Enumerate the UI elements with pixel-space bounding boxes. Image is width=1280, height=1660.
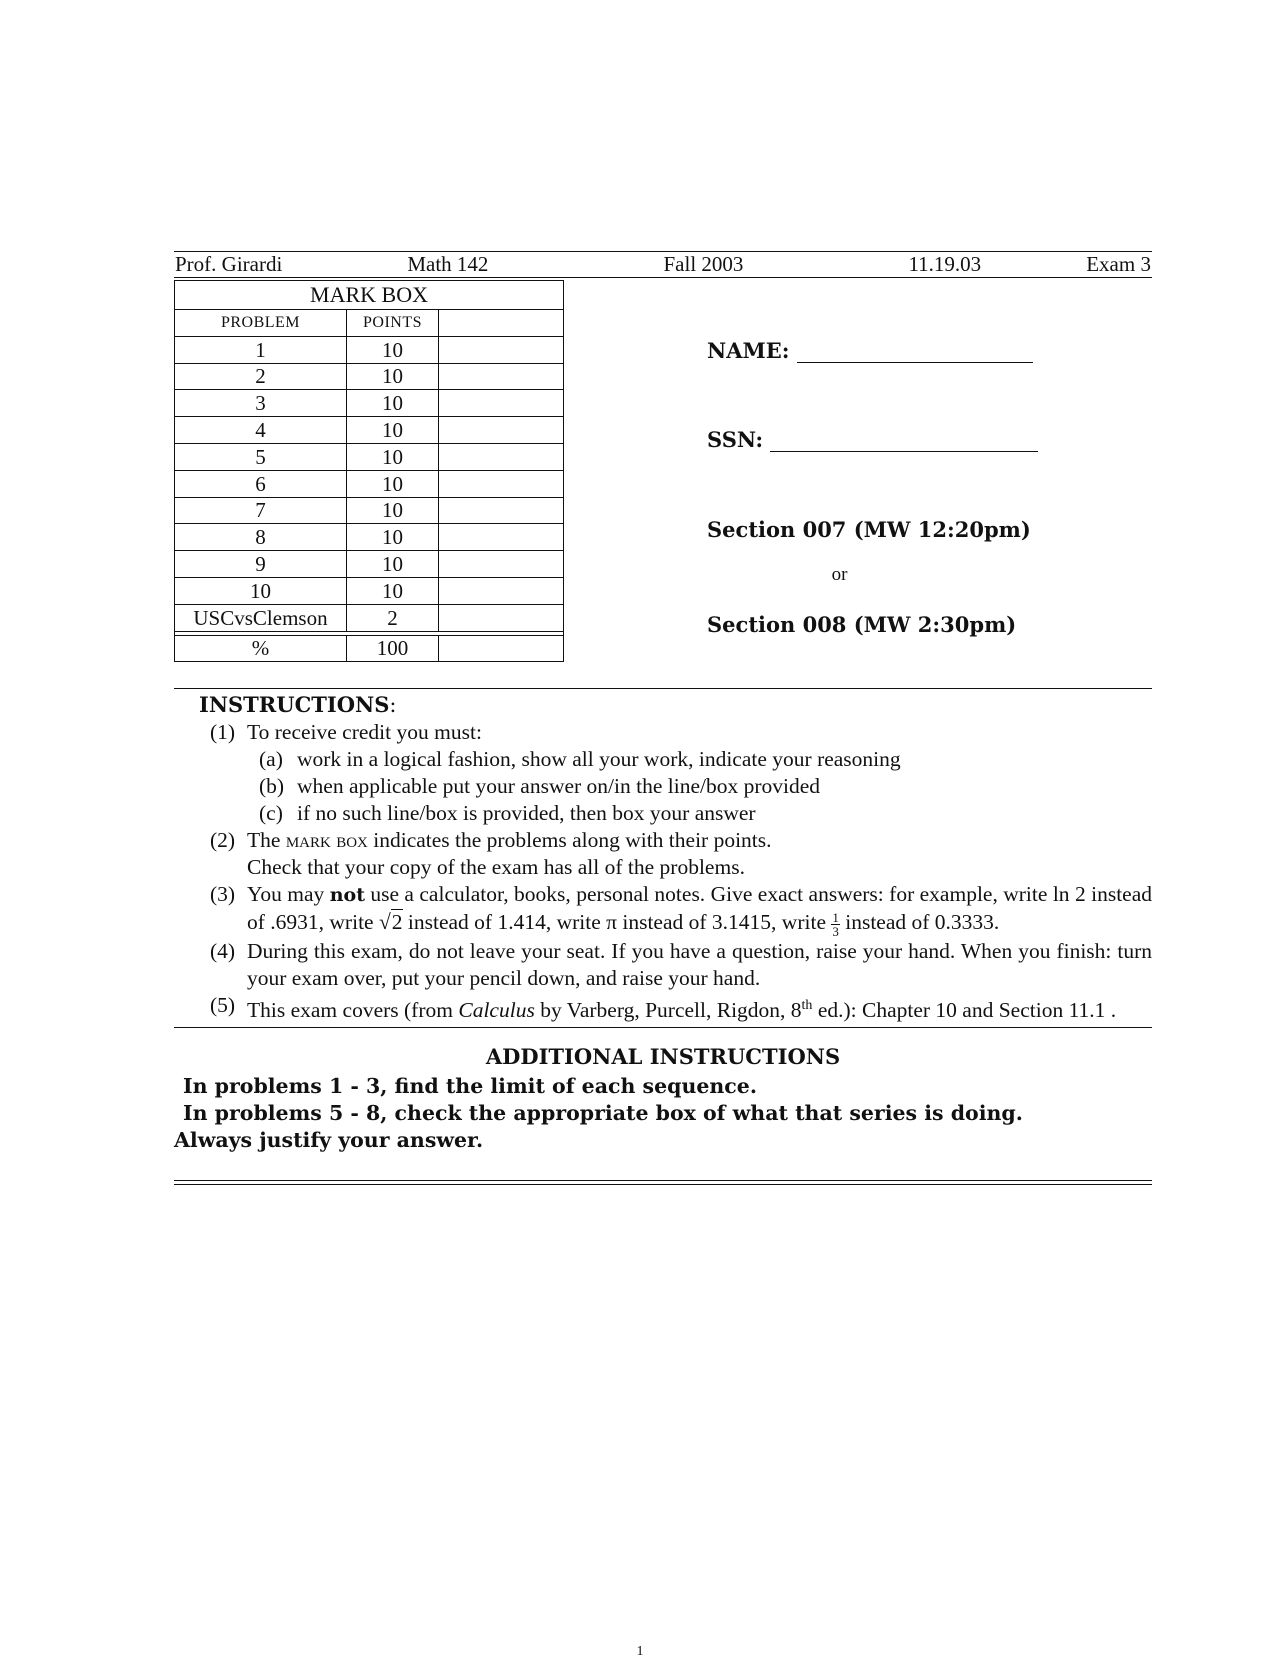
instructions: INSTRUCTIONS: (1) To receive credit you must: (a) work in a logical fashion, show all your work, indicate your reasoning (b) when applicable put your answer on/in the line/box provided (c) if no such line/box is provided, then box your answer (2) The mark box indicates the problems along with their points. Check that your copy of the exam has all of the problems. (3) You may not use a calculator, books, personal notes. Give exact answers: for example, write ln 2 instead of .6931, write √2 instead of 1.414, write π instead of 3.1415, write $\frac{1}{3}$ instead of 0.3333. (4) During this exam, do not leave your seat. If you have a question, raise your hand. When you finish: turn your exam over, put your pencil down, and raise your hand. (5) This exam covers (from Calculus by Varberg, Purcell, Rigdon, 8th ed.): Chapter 10 and Section 11.1 . xyxy=(199,692,1153,1022)
name-field xyxy=(707,338,1033,363)
fraction-numerator: 1 xyxy=(832,909,839,925)
item-number: (1) xyxy=(210,720,236,744)
problem-points: 10 xyxy=(347,336,439,363)
mark-row xyxy=(175,443,564,470)
score-cell xyxy=(439,470,564,497)
score-cell xyxy=(439,497,564,524)
text-run: Check that your copy of the exam has all of the problems. xyxy=(247,855,745,879)
book-title: Calculus xyxy=(458,997,535,1022)
problem-number: 5 xyxy=(175,443,347,470)
sqrt-radicand: 2 xyxy=(391,910,403,934)
additional-line: Always justify your answer. xyxy=(174,1127,484,1152)
item-text xyxy=(247,992,1152,1024)
sub-item-text: work in a logical fashion, show all your work, indicate your reasoning xyxy=(297,747,901,771)
fraction-one-third xyxy=(831,911,840,938)
double-rule xyxy=(174,1180,1152,1185)
text-run: by Varberg, Purcell, Rigdon, 8 xyxy=(534,997,802,1022)
text-run: instead of 0.3333. xyxy=(839,910,1000,934)
instruction-1b xyxy=(259,773,1152,800)
exam-page xyxy=(174,251,1152,1185)
sub-item-text: when applicable put your answer on/in the line/box provided xyxy=(297,774,821,798)
mark-row xyxy=(175,417,564,444)
section-008: Section 008 (MW 2:30pm) xyxy=(707,612,1017,637)
additional-instructions xyxy=(174,1044,1152,1154)
page-number: 1 xyxy=(636,1644,644,1659)
problem-number: 9 xyxy=(175,551,347,578)
sqrt-symbol: √ xyxy=(378,910,391,934)
problem-points: 10 xyxy=(347,417,439,444)
text-run: You may xyxy=(247,882,330,906)
score-cell xyxy=(439,417,564,444)
mark-box xyxy=(174,280,564,662)
score-cell xyxy=(439,551,564,578)
text-run: This exam covers (from xyxy=(247,997,459,1022)
problem-points: 10 xyxy=(347,390,439,417)
additional-line: In problems 1 - 3, find the limit of each sequence. xyxy=(183,1073,757,1098)
ssn-label: SSN: xyxy=(707,427,764,452)
mark-row xyxy=(175,336,564,363)
problem-number: 10 xyxy=(175,577,347,604)
item-text: During this exam, do not leave your seat. If you have a question, raise your hand. When you finish: turn your exam over, put your pencil down, and raise your hand. xyxy=(247,938,1152,990)
score-cell xyxy=(439,604,564,631)
score-cell xyxy=(439,363,564,390)
instruction-1 xyxy=(210,719,1152,746)
mark-row xyxy=(175,497,564,524)
col-problem-header: PROBLEM xyxy=(175,310,347,337)
total-score-cell xyxy=(439,635,564,662)
item-number: (2) xyxy=(210,828,236,852)
item-text xyxy=(247,827,1152,881)
instruction-2 xyxy=(210,827,1152,881)
problem-number: 4 xyxy=(175,417,347,444)
problem-points: 10 xyxy=(347,551,439,578)
or-text: or xyxy=(831,564,848,585)
professor: Prof. Girardi xyxy=(175,252,283,276)
exam-number: Exam 3 xyxy=(1086,252,1151,276)
item-text: To receive credit you must: xyxy=(247,720,482,744)
additional-line: In problems 5 - 8, check the appropriate box of what that series is doing. xyxy=(183,1100,1023,1125)
instruction-1a xyxy=(259,746,1152,773)
problem-points: 2 xyxy=(347,604,439,631)
mark-row xyxy=(175,470,564,497)
problem-number: 8 xyxy=(175,524,347,551)
instructions-title: INSTRUCTIONS xyxy=(199,692,390,717)
text-run: ed.): Chapter 10 and Section 11.1 . xyxy=(812,997,1117,1022)
instruction-3 xyxy=(210,881,1152,938)
term: Fall 2003 xyxy=(663,252,744,276)
instruction-1c xyxy=(259,800,1152,827)
mark-row xyxy=(175,363,564,390)
col-points-header: POINTS xyxy=(347,310,439,337)
problem-number: 7 xyxy=(175,497,347,524)
problem-points: 10 xyxy=(347,497,439,524)
item-text xyxy=(247,881,1152,938)
mark-row xyxy=(175,577,564,604)
ssn-blank-line[interactable] xyxy=(770,431,1038,452)
text-run: The xyxy=(247,828,286,852)
problem-points: 10 xyxy=(347,524,439,551)
mark-box-ref: mark box xyxy=(285,828,368,852)
problem-number: 3 xyxy=(175,390,347,417)
instructions-top-rule xyxy=(174,688,1152,689)
score-cell xyxy=(439,336,564,363)
score-cell xyxy=(439,524,564,551)
item-number: (5) xyxy=(210,992,236,1017)
exam-header xyxy=(174,252,1152,277)
text-run: use a calculator, books, personal notes. Give exact answers: for example, write ln 2 instead of .6931, write xyxy=(247,882,1153,934)
course: Math 142 xyxy=(407,252,489,276)
sub-item-number: (a) xyxy=(259,747,283,771)
problem-number: 1 xyxy=(175,336,347,363)
problem-points: 10 xyxy=(347,443,439,470)
name-blank-line[interactable] xyxy=(797,342,1033,363)
score-cell xyxy=(439,310,564,337)
total-label: % xyxy=(175,635,347,662)
text-run: instead of 1.414, write π instead of 3.1415, write xyxy=(402,910,832,934)
problem-points: 10 xyxy=(347,363,439,390)
mark-row xyxy=(175,524,564,551)
item-number: (4) xyxy=(210,938,236,963)
mark-total-row xyxy=(175,635,564,662)
problem-number: 2 xyxy=(175,363,347,390)
mark-row xyxy=(175,551,564,578)
problem-points: 10 xyxy=(347,470,439,497)
additional-title: ADDITIONAL INSTRUCTIONS xyxy=(485,1043,841,1069)
problem-number: 6 xyxy=(175,470,347,497)
instructions-bottom-rule xyxy=(174,1027,1152,1028)
score-cell xyxy=(439,577,564,604)
sub-item-text: if no such line/box is provided, then box your answer xyxy=(297,801,756,825)
ssn-field xyxy=(707,427,1038,452)
problem-number: USCvsClemson xyxy=(175,604,347,631)
name-label: NAME: xyxy=(707,338,790,363)
top-section xyxy=(174,278,1152,688)
mark-row xyxy=(175,604,564,631)
instruction-4 xyxy=(210,938,1152,992)
score-cell xyxy=(439,443,564,470)
emphasis-not: not xyxy=(329,884,365,906)
sub-item-number: (b) xyxy=(259,774,285,798)
instruction-5 xyxy=(210,992,1152,1024)
section-007: Section 007 (MW 12:20pm) xyxy=(707,517,1031,542)
text-run: indicates the problems along with their points. xyxy=(367,828,772,852)
score-cell xyxy=(439,390,564,417)
exam-date: 11.19.03 xyxy=(908,252,982,276)
sub-item-number: (c) xyxy=(259,801,283,825)
fraction-denominator: 3 xyxy=(832,923,839,939)
mark-row xyxy=(175,390,564,417)
ordinal-suffix: th xyxy=(801,997,813,1013)
mark-box-title: MARK BOX xyxy=(175,281,564,310)
problem-points: 10 xyxy=(347,577,439,604)
item-number: (3) xyxy=(210,882,236,906)
total-points: 100 xyxy=(347,635,439,662)
